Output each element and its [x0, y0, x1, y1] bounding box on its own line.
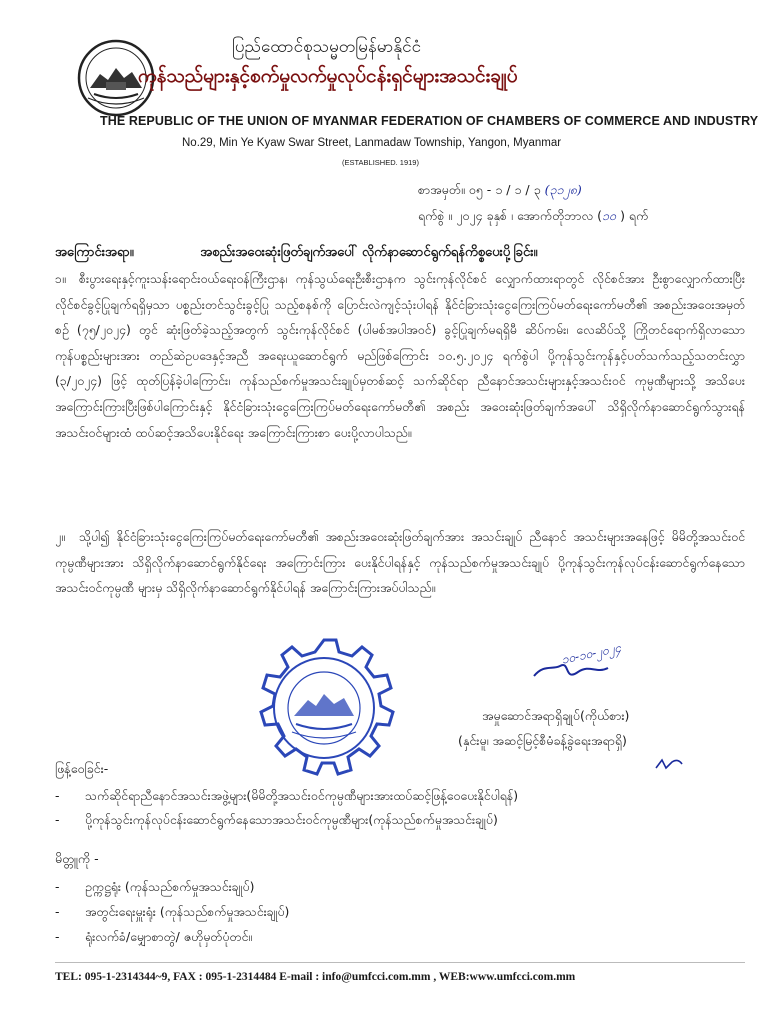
copies-dash: -: [55, 929, 60, 944]
copies-item: [55, 929, 252, 948]
copies-item-text: အတွင်းရေးမှူးရုံး (ကုန်သည်စက်မှုအသင်းချုပ်): [85, 904, 290, 919]
subject-text: အစည်းအဝေးဆုံးဖြတ်ချက်အပေါ် လိုက်နာဆောင်ရွက်ရန်ကိစ္စပေးပို့ခြင်း။: [200, 245, 538, 260]
paragraph-1-text: စီးပွားရေးနှင့်ကူးသန်းရောင်းဝယ်ရေးဝန်ကြီးဌာန၊ ကုန်သွယ်ရေးဦးစီးဌာနက သွင်းကုန်လိုင်စင် လျှောက်ထားရာတွင် လိုင်စင်အား ဦးစွာလျှောက်ထားပြီး လိုင်စင်ခွင့်ပြုချက်ရရှိမှသာ ပစ္စည်းတင်သွင်းခွင့်ပြု သည့်စနစ်ကို ပြောင်းလဲကျင့်သုံးပါရန် နိုင်ငံခြားသုံးငွေကြေးကြပ်မတ်ရေးကော်မတီ၏ အစည်းအဝေးအမှတ်စဉ် (၇၅/၂၀၂၄) တွင် ဆုံးဖြတ်ခဲ့သည့်အတွက် သွင်းကုန်လိုင်စင် (ပါမစ်အပါအဝင်) ခွင့်ပြုချက်မရရှိမီ ဆိပ်ကမ်း၊ လေဆိပ်သို့ ကြိုတင်ရောက်ရှိလာသော ကုန်ပစ္စည်းများအား တည်ဆဲဥပဒေနှင့်အညီ အရေးယူဆောင်ရွက် မည်ဖြစ်ကြောင်း ၁၀.၅.၂၀၂၄ ရက်စွဲပါ ပို့ကုန်သွင်းကုန်နှင့်ပတ်သက်သည့်သတင်းလွှာ (၃/၂၀၂၄) ဖြင့် ထုတ်ပြန်ခဲ့ပါကြောင်း၊ ကုန်သည်စက်မှုအသင်းချုပ်မှတစ်ဆင့် သက်ဆိုင်ရာ ညီနောင်အသင်းများနှင့်အသင်းဝင် ကုမ္ပဏီများသို့ အသိပေးအကြောင်းကြားပြီးဖြစ်ပါကြောင်းနှင့် နိုင်ငံခြားသုံးငွေကြေးကြပ်မတ်ရေးကော်မတီ၏ အစည်း အဝေးဆုံးဖြတ်ချက်အပေါ် သိရှိလိုက်နာဆောင်ရွက်သွားရန် အသင်းဝင်များထံ ထပ်ဆင့်အသိပေးနိုင်ရေး အကြောင်းကြားစာ ပေးပို့လာပါသည်။: [55, 271, 745, 440]
copies-item-text: ဥက္ကဋ္ဌရုံး (ကုန်သည်စက်မှုအသင်းချုပ်): [85, 879, 255, 894]
copies-item: [55, 904, 289, 923]
paragraph-2-number: ၂။: [55, 529, 65, 544]
copies-label: မိတ္တူကို -: [55, 851, 99, 866]
distribution-dash: -: [55, 812, 60, 827]
distribution-label: ဖြန့်ဝေခြင်း-: [55, 761, 109, 776]
reference-number: [418, 182, 582, 201]
reference-handwritten: (၃၁၂၈): [544, 182, 582, 197]
paragraph-2-text: သို့ပါ၍ နိုင်ငံခြားသုံးငွေကြေးကြပ်မတ်ရေးကော်မတီ၏ အစည်းအဝေးဆုံးဖြတ်ချက်အား အသင်းချုပ် ညီနောင် အသင်းများအနေဖြင့် မိမိတို့အသင်းဝင်ကုမ္ပဏီများအား သိရှိလိုက်နာဆောင်ရွက်နိုင်ရေး အကြောင်းကြား ပေးနိုင်ပါရန်နှင့် ကုန်သည်စက်မှုအသင်းချုပ် ပို့ကုန်သွင်းကုန်လုပ်ငန်းဆောင်ရွက်နေသော အသင်းဝင်ကုမ္ပဏီ များမှ သိရှိလိုက်နာဆောင်ရွက်နိုင်ပါရန် အကြောင်းကြားအပ်ပါသည်။: [55, 529, 745, 596]
copies-dash: -: [55, 879, 60, 894]
header-english-name: THE REPUBLIC OF THE UNION OF MYANMAR FEDERATION OF CHAMBERS OF COMMERCE AND INDUSTRY: [100, 114, 759, 128]
date-suffix: ) ရက်: [620, 208, 649, 223]
footer-contact: TEL: 095-1-2314344~9, FAX : 095-1-2314484 E-mail : info@umfcci.com.mm , WEB:www.umfcci.com.mm: [55, 971, 576, 983]
distribution-item-text: သက်ဆိုင်ရာညီနောင်အသင်းအဖွဲ့များ(မိမိတို့အသင်းဝင်ကုမ္ပဏီများအားထပ်ဆင့်ဖြန့်ဝေပေးနိုင်ပါရန်): [85, 788, 519, 803]
date-handwritten-day: ၁၀: [602, 208, 617, 223]
header-myanmar-country: ပြည်ထောင်စုသမ္မတမြန်မာနိုင်ငံ: [232, 37, 422, 57]
reference-label: စာအမှတ်။: [418, 182, 465, 197]
subject-label: အကြောင်းအရာ။: [55, 245, 134, 260]
copies-dash: -: [55, 904, 60, 919]
date-label: ရက်စွဲ: [418, 208, 445, 223]
distribution-item-text: ပို့ကုန်သွင်းကုန်လုပ်ငန်းဆောင်ရွက်နေသောအသင်းဝင်ကုမ္ပဏီများ(ကုန်သည်စက်မှုအသင်းချုပ်): [85, 812, 498, 827]
signatory-title: အမှုဆောင်အရာရှိချုပ်(ကိုယ်စား): [482, 708, 630, 723]
initial-mark-icon: [654, 754, 684, 774]
letter-date: [418, 208, 648, 227]
distribution-item: [55, 812, 498, 831]
distribution-dash: -: [55, 788, 60, 803]
footer-divider: [55, 962, 745, 963]
header-myanmar-federation: ကုန်သည်များနှင့်စက်မှုလက်မှုလုပ်ငန်းရှင်များအသင်းချုပ်: [138, 65, 518, 87]
official-seal-icon: [232, 636, 416, 792]
paragraph-1-number: ၁။: [55, 271, 66, 286]
copies-item: [55, 879, 254, 898]
paragraph-1: [55, 266, 745, 445]
signature-handwritten-date: ၁၀-၁၀-၂၀၂၄: [560, 640, 623, 667]
date-value: ။ ၂၀၂၄ ခုနှစ် ၊ အောက်တိုဘာလ (: [448, 208, 603, 223]
distribution-item: [55, 788, 518, 807]
header-established: (ESTABLISHED. 1919): [342, 158, 419, 167]
copies-item-text: ရုံးလက်ခံ/မျှောစာတွဲ/ ဇဟိုမှတ်ပုံတင်။: [85, 929, 253, 944]
header-address: No.29, Min Ye Kyaw Swar Street, Lanmadaw Township, Yangon, Myanmar: [182, 137, 562, 149]
subject-line: [55, 244, 745, 263]
paragraph-2: [55, 524, 745, 601]
reference-value: ဝ၅ - ၁ / ၁ / ၃: [468, 182, 541, 197]
signatory-name: (နှင်းမူ၊ အဆင့်မြင့်စီမံခန့်ခွဲရေးအရာရှိ): [458, 733, 627, 748]
